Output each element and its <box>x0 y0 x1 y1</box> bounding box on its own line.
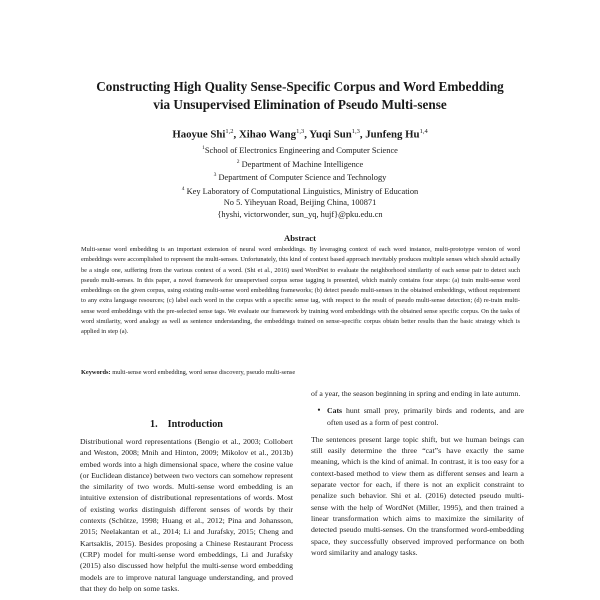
author-name: Xihao Wang <box>238 128 297 141</box>
intro-left-column: Distributional word representations (Bengio et al., 2003; Collobert and Weston, 2008; Mnih and Hinton, 2009; Mikolov et al., 2013b) embed words into a high dimensional space, where the cosine value (or Euclidean distance) between two vectors can somehow represent the similarity of two words. Multi-sense word embedding is an intuitive extension of distributional representations of words. Most of existing works distinguish different senses of words by their contexts (Schütze, 1998; Huang et al., 2012; Pina and Johansson, 2015; Neelakantan et al., 2014; Li and Jurafsky, 2015; Cheng and Kartsaklis, 2015). Besides proposing a Chinese Restaurant Process (CRP) model for multi-sense word embeddings, Li and Jurafsky (2015) also discussed how helpful the multi-sense word embedding models are to improve natural language understanding, and proved that they do help on some tasks. <box>80 437 293 593</box>
bullet-term: Cats <box>327 406 343 416</box>
author-list: Haoyue Shi$^{1,2}$, Xihao Wang$^{1,3}$, Yuqi Sun$^{1,3}$, Junfeng Hu$^{1,4}$ <box>172 128 428 141</box>
bullet-body: hunt small prey, primarily birds and rodents, and are often used as a form of pest control. <box>327 406 524 427</box>
affiliation-line: $^1$School of Electronics Engineering and Computer Science <box>202 145 398 155</box>
intro-right-column <box>311 388 524 558</box>
bullet-item <box>311 405 524 428</box>
abstract-text: Multi-sense word embedding is an important extension of neural word embeddings. By leveraging context of each word instance, multi-prototype version of word embeddings were accomplished to represent the multi-senses. Unfortunately, this kind of context based approach inevitably produces multiple senses which should actually be a single one, suffering from the various context of a word. (Shi et al., 2016) used WordNet to evaluate the neighborhood similarity of each sense pair to detect such pseudo multi-senses. In this paper, a novel framework for unsupervised corpus sense tagging is presented, which mainly contains four steps: (a) train multi-sense word embeddings on the given corpus, using existing multi-sense word embedding frameworks; (b) detect pseudo multi-senses in the obtained embeddings, without requirement to any extra language resources; (c) label each word in the corpus with a specific sense tag, with respect to the result of pseudo multi-sense detection; (d) re-train multi-sense word embeddings with the pre-selected sense tags. We evaluate our framework by training word embeddings with the obtained sense specific corpus. On the tasks of word similarity, word analogy as well as sentence understanding, the embeddings trained on sense-specific corpus obtain better results than the basic strategy which is applied in step (a). <box>81 246 520 336</box>
title-line-2: via Unsupervised Elimination of Pseudo Multi-sense <box>153 97 447 112</box>
author-affil-sup: 1,3 <box>351 128 360 135</box>
author-name: Haoyue Shi <box>172 128 226 141</box>
abstract-heading: Abstract <box>284 233 316 243</box>
right-paragraph: The sentences present large topic shift, but we human beings can still easily determine the three “cat”s have exactly the same meaning, which is the kind of animal. In contrast, it is too easy for a context-based method to view them as different senses and learn a separate vector for each, if there is not an explicit constraint to penalize such behavior. Shi et al. (2016) detected pseudo multi-sense with the help of WordNet (Miller, 1995), and then trained a linear transformation which aims to maximize the similarity of detected pseudo multi-senses. On the transformed word-embedding space, they successfully observed improved performance on both word similarity and analogy tasks. <box>311 434 524 557</box>
author-affil-sup: 1,2 <box>225 128 234 135</box>
author-name: Yuqi Sun <box>309 128 352 141</box>
affiliation-block <box>60 143 540 220</box>
address-line: No 5. Yiheyuan Road, Beijing China, 100871 <box>223 198 377 207</box>
author-affil-sup: 1,4 <box>419 128 428 135</box>
bullet-dot-icon: • <box>317 405 321 416</box>
paper-title <box>40 78 560 114</box>
affiliation-line: $^4$ Key Laboratory of Computational Linguistics, Ministry of Education <box>181 185 419 196</box>
keywords-line <box>81 368 520 378</box>
title-line-1: Constructing High Quality Sense-Specific Corpus and Word Embedding <box>96 79 504 94</box>
section-heading <box>80 418 293 431</box>
section-title: Introduction <box>167 419 223 430</box>
author-name: Junfeng Hu <box>365 128 420 141</box>
author-affil-sup: 1,3 <box>296 128 305 135</box>
affiliation-line: $^2$ Department of Machine Intelligence <box>236 158 364 169</box>
keywords-label: Keywords: <box>81 369 111 376</box>
right-continuation: of a year, the season beginning in spring and ending in late autumn. <box>311 389 521 398</box>
keywords-text: multi-sense word embedding, word sense discovery, pseudo multi-sense <box>112 369 296 376</box>
email-line: {hyshi, victorwonder, sun_yq, hujf}@pku.edu.cn <box>217 209 383 219</box>
section-number: 1. <box>150 419 158 430</box>
affiliation-line: $^3$ Department of Computer Science and Technology <box>213 172 387 182</box>
